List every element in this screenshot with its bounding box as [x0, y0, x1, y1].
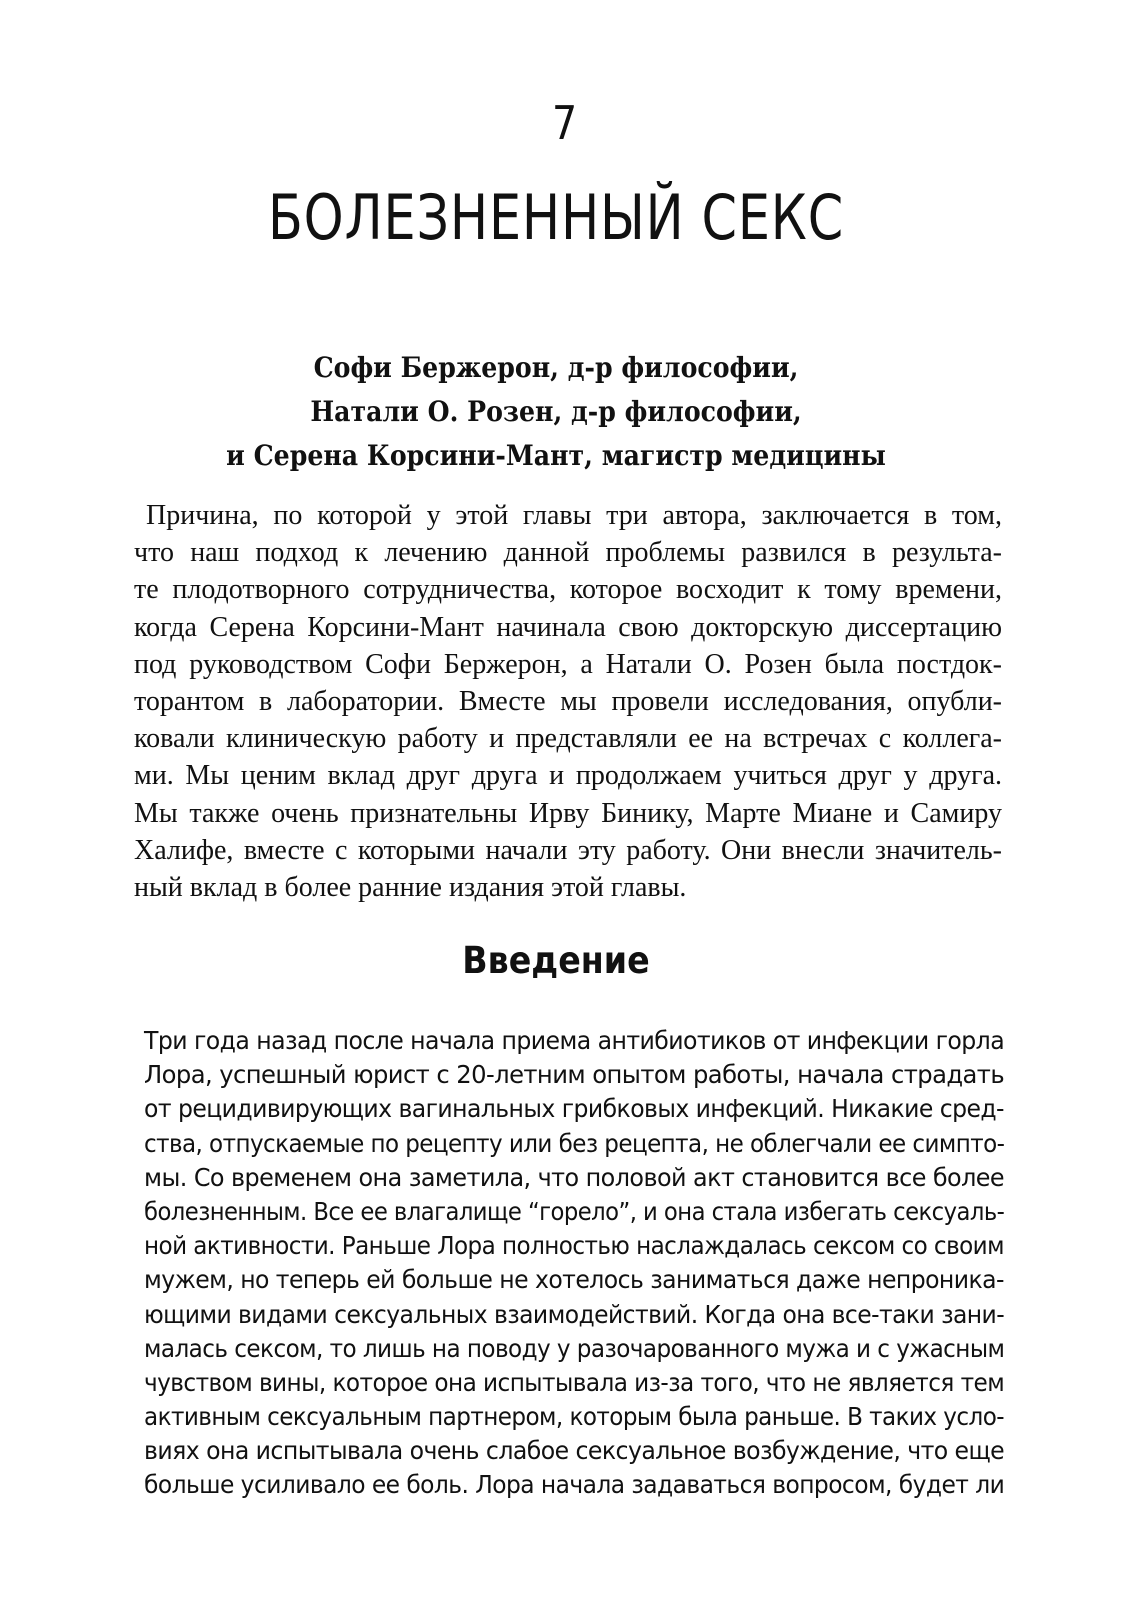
preface-line: под руководством Софи Бержерон, а Натали О. Розен была постдок-	[134, 648, 1002, 680]
preface-line: Причина, по которой у этой главы три автора, заключается в том,	[146, 500, 1002, 531]
preface-line: когда Серена Корсини-Мант начинала свою докторскую диссертацию	[134, 611, 1002, 643]
intro-line: от рецидивирующих вагинальных грибковых инфекций. Никакие сред-	[144, 1094, 1004, 1124]
preface-paragraph	[134, 497, 1002, 906]
author-line: Софи Бержерон, д-р философии,	[313, 351, 799, 384]
preface-line: те плодотворного сотрудничества, которое восходит к тому времени,	[134, 574, 1002, 606]
intro-line: активным сексуальным партнером, которым была раньше. В таких усло-	[144, 1402, 1005, 1432]
intro-line: чувством вины, которое она испытывала из-за того, что не является тем	[144, 1367, 1005, 1397]
intro-line: больше усиливало ее боль. Лора начала задаваться вопросом, будет ли	[144, 1470, 1005, 1500]
intro-line: Три года назад после начала приема антибиотиков от инфекции горла	[144, 1026, 1005, 1055]
section-heading: Введение	[462, 939, 650, 982]
preface-line: что наш подход к лечению данной проблемы развился в результа-	[134, 537, 1002, 569]
preface-line: ковали клиническую работу и представляли ее на встречах с коллега-	[134, 723, 1002, 755]
intro-paragraph	[144, 1024, 1004, 1503]
preface-line: торантом в лаборатории. Вместе мы провели исследования, опубли-	[134, 685, 1002, 717]
preface-line: Мы также очень признательны Ирву Бинику, Марте Миане и Самиру	[134, 797, 1002, 829]
author-line: и Серена Корсини-Мант, магистр медицины	[226, 439, 886, 472]
author-list	[0, 346, 1112, 478]
intro-line: мы. Со временем она заметила, что половой акт становится все более	[144, 1162, 1005, 1192]
intro-line: ющими видами сексуальных взаимодействий. Когда она все-таки зани-	[144, 1299, 1005, 1329]
intro-line: Лора, успешный юрист с 20-летним опытом работы, начала страдать	[144, 1060, 1005, 1090]
chapter-title: БОЛЕЗНЕННЫЙ СЕКС	[267, 181, 845, 254]
intro-line: мужем, но теперь ей больше не хотелось заниматься даже непроника-	[144, 1265, 1004, 1295]
chapter-number: 7	[552, 96, 578, 150]
intro-line: ства, отпускаемые по рецепту или без рецепта, не облегчали ее симпто-	[144, 1128, 1005, 1158]
preface-line: ми. Мы ценим вклад друг друга и продолжаем учиться друг у друга.	[134, 760, 1002, 792]
intro-line: виях она испытывала очень слабое сексуальное возбуждение, что еще	[144, 1436, 1005, 1466]
preface-line: ный вклад в более ранние издания этой главы.	[134, 871, 687, 903]
intro-line: малась сексом, то лишь на поводу у разочарованного мужа и с ужасным	[144, 1333, 1005, 1363]
intro-line: ной активности. Раньше Лора полностью наслаждалась сексом со своим	[144, 1231, 1004, 1261]
author-line: Натали О. Розен, д-р философии,	[310, 395, 802, 428]
intro-line: болезненным. Все ее влагалище “горело”, и она стала избегать сексуаль-	[144, 1196, 1005, 1226]
preface-line: Халифе, вместе с которыми начали эту работу. Они внесли значитель-	[134, 834, 1002, 866]
